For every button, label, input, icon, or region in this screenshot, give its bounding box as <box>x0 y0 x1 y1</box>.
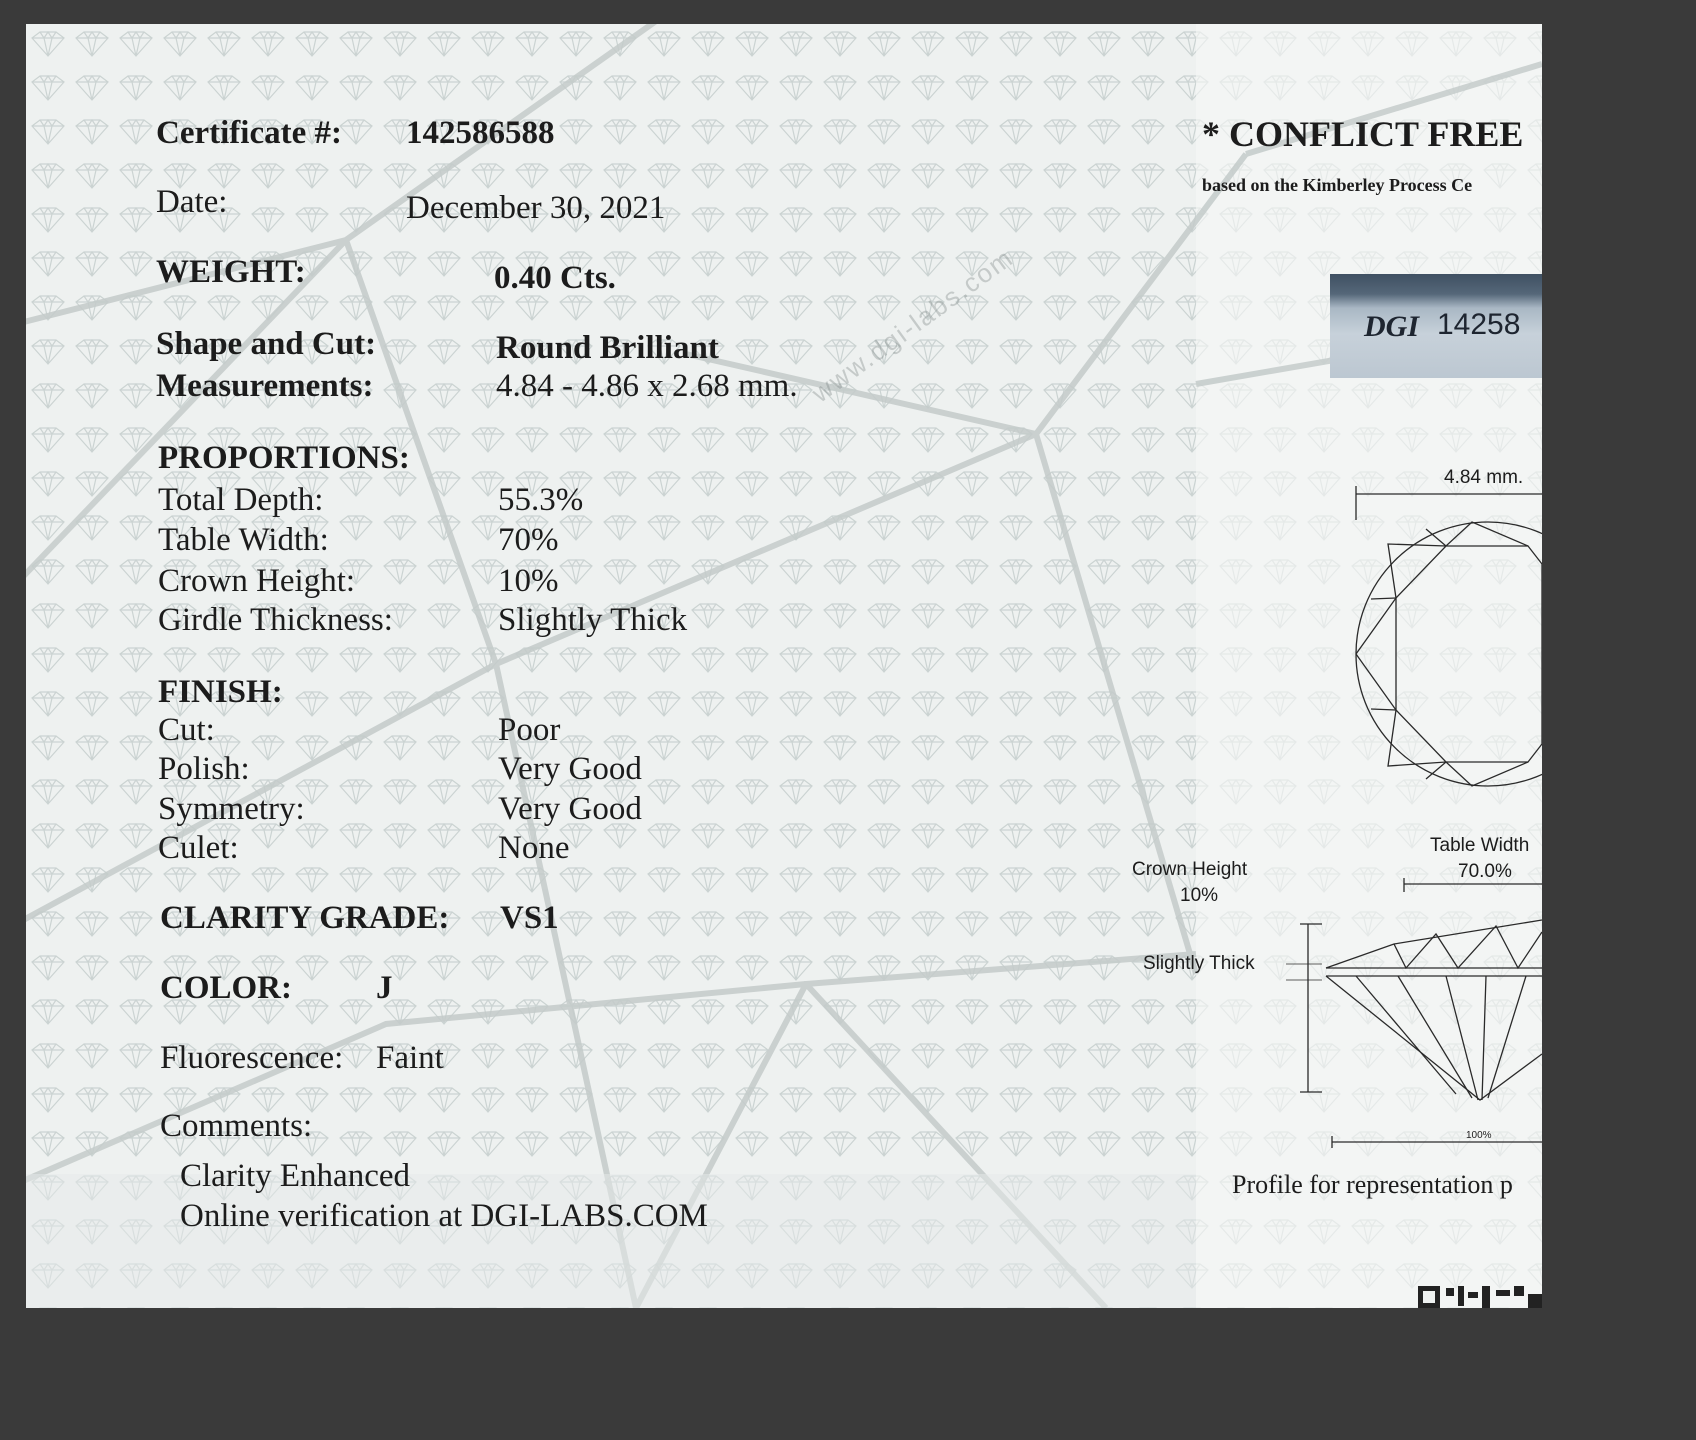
conflict-free-title: * CONFLICT FREE <box>1202 114 1524 154</box>
comments-label: Comments: <box>160 1108 313 1144</box>
color-value: J <box>376 970 393 1006</box>
profile-note: Profile for representation p <box>1232 1170 1513 1199</box>
clarity-label: CLARITY GRADE: <box>160 900 450 936</box>
shape-label: Shape and Cut: <box>156 326 377 362</box>
finish-label: Symmetry: <box>158 791 305 827</box>
scale-label: 100% <box>1466 1130 1492 1141</box>
finish-value: None <box>498 830 570 866</box>
proportion-label: Total Depth: <box>158 482 324 518</box>
finish-label: Culet: <box>158 830 239 866</box>
proportion-label: Table Width: <box>158 522 329 558</box>
proportion-value: 70% <box>498 522 559 558</box>
measurements-label: Measurements: <box>156 368 374 404</box>
table-width-value: 70.0% <box>1458 861 1512 882</box>
qr-code-icon <box>1418 1282 1542 1308</box>
date-label: Date: <box>156 184 228 220</box>
date-value: December 30, 2021 <box>406 190 666 226</box>
diameter-label: 4.84 mm. <box>1444 467 1524 488</box>
girdle-label: Slightly Thick <box>1143 953 1255 974</box>
proportion-value: 55.3% <box>498 482 584 518</box>
measurements-value: 4.84 - 4.86 x 2.68 mm. <box>496 368 798 404</box>
certificate-document <box>26 24 1542 1308</box>
proportion-label: Crown Height: <box>158 563 356 599</box>
certificate-number-label: Certificate #: <box>156 115 342 151</box>
clarity-value: VS1 <box>500 900 559 936</box>
certificate-number: 142586588 <box>406 115 555 151</box>
weight-value: 0.40 Cts. <box>494 260 616 296</box>
table-width-label: Table Width <box>1430 835 1530 856</box>
banner-number: 14258 <box>1437 308 1521 341</box>
crown-height-label: Crown Height <box>1132 859 1248 880</box>
kimberley-note: based on the Kimberley Process Ce <box>1202 175 1473 195</box>
watermark-text: www.dgi-labs.com <box>806 242 1020 409</box>
dgi-logo: DGI <box>1364 310 1420 343</box>
proportions-heading: PROPORTIONS: <box>158 440 410 476</box>
comment-line: Clarity Enhanced <box>180 1158 411 1194</box>
proportion-value: 10% <box>498 563 559 599</box>
shape-value: Round Brilliant <box>496 330 719 366</box>
fluorescence-value: Faint <box>376 1040 444 1076</box>
finish-value: Poor <box>498 712 561 748</box>
finish-label: Polish: <box>158 751 250 787</box>
finish-label: Cut: <box>158 712 215 748</box>
finish-value: Very Good <box>498 791 642 827</box>
finish-heading: FINISH: <box>158 674 283 710</box>
proportion-value: Slightly Thick <box>498 602 688 638</box>
crown-height-value: 10% <box>1180 885 1219 906</box>
fluorescence-label: Fluorescence: <box>160 1040 344 1076</box>
proportion-label: Girdle Thickness: <box>158 602 393 638</box>
weight-label: WEIGHT: <box>156 254 306 290</box>
comment-line: Online verification at DGI-LABS.COM <box>180 1198 708 1234</box>
finish-value: Very Good <box>498 751 642 787</box>
color-label: COLOR: <box>160 970 292 1006</box>
diamond-diagram <box>26 24 1542 1308</box>
